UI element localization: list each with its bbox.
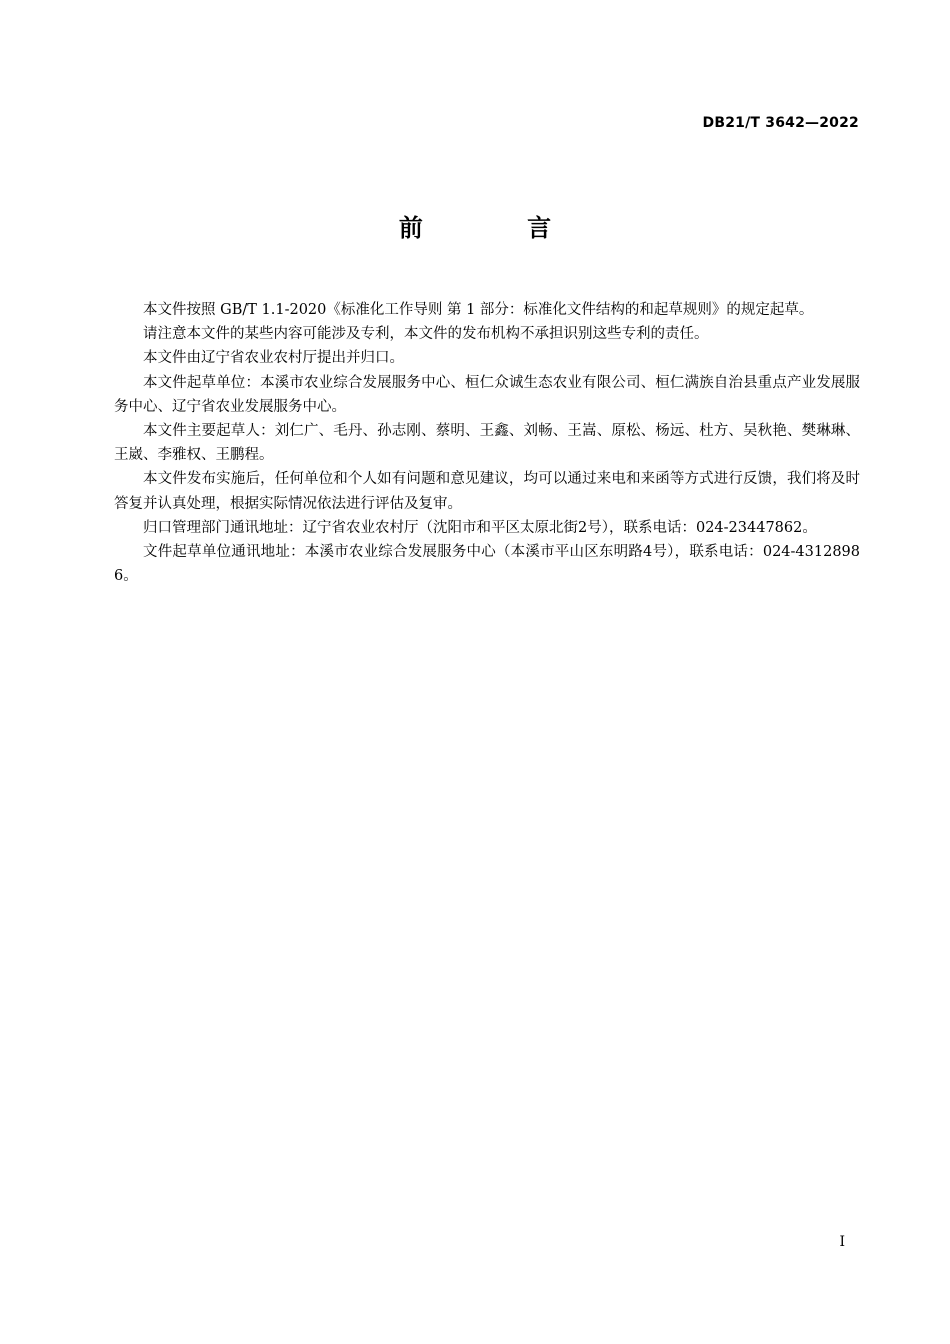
page-number: I [839,1234,845,1250]
paragraph-proposer: 本文件由辽宁省农业农村厅提出并归口。 [143,350,404,367]
document-code: DB21/T 3642—2022 [702,115,859,131]
paragraph-drafting-units: 本文件起草单位：本溪市农业综合发展服务中心、桓仁众诚生态农业有限公司、桓仁满族自治县重点产业发展服务中心、辽宁省农业发展服务中心。 [114,374,860,415]
paragraph-patent-notice: 请注意本文件的某些内容可能涉及专利，本文件的发布机构不承担识别这些专利的责任。 [143,326,709,343]
paragraph-drafters: 本文件主要起草人：刘仁广、毛丹、孙志刚、蔡明、王鑫、刘畅、王嵩、原松、杨远、杜方、吴秋艳、樊琳琳、王崴、李雅权、王鹏程。 [114,423,860,464]
foreword-body [114,298,860,588]
paragraph-drafter-address: 文件起草单位通讯地址：本溪市农业综合发展服务中心（本溪市平山区东明路4号），联系电话：024-43128986。 [114,544,860,585]
paragraph-feedback: 本文件发布实施后，任何单位和个人如有问题和意见建议，均可以通过来电和来函等方式进行反馈，我们将及时答复并认真处理，根据实际情况依法进行评估及复审。 [114,471,860,512]
paragraph-authority-address: 归口管理部门通讯地址：辽宁省农业农村厅（沈阳市和平区太原北街2号），联系电话：024-23447862。 [143,519,817,536]
page-title: 前 言 [398,214,600,242]
paragraph-drafting-rules: 本文件按照 GB/T 1.1-2020《标准化工作导则 第 1 部分：标准化文件结构的和起草规则》的规定起草。 [143,302,814,318]
